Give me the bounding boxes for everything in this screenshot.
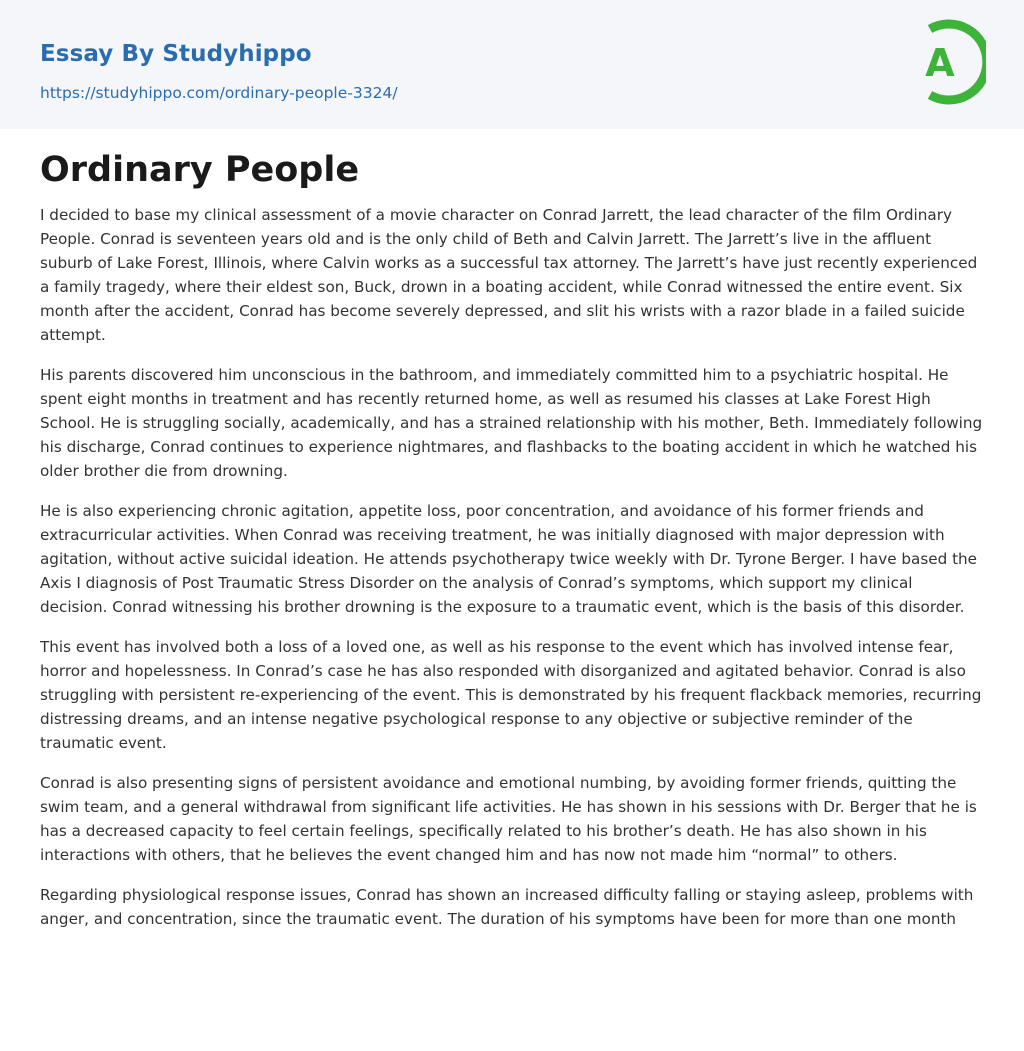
essay-paragraph: He is also experiencing chronic agitation, appetite loss, poor concentration, and avoidance of his former friends and extracurricular activities. When Conrad was receiving treatment, he was initially diagnosed with major depression with agitation, without active suicidal ideation. He attends psychotherapy twice weekly with Dr. Tyrone Berger. I have based the Axis I diagnosis of Post Traumatic Stress Disorder on the analysis of Conrad’s symptoms, which support my clinical decision. Conrad witnessing his brother drowning is the exposure to a traumatic event, which is the basis of this disorder. [40, 502, 977, 616]
essay-url-link[interactable]: https://studyhippo.com/ordinary-people-3324/ [40, 84, 398, 102]
studyhippo-logo-icon[interactable] [912, 19, 986, 105]
brand-name[interactable]: Essay By Studyhippo [40, 41, 312, 67]
site-header [0, 0, 1024, 129]
essay-paragraph: I decided to base my clinical assessment of a movie character on Conrad Jarrett, the lead character of the film Ordinary People. Conrad is seventeen years old and is the only child of Beth and Calvin Jarrett. The Jarrett’s live in the affluent suburb of Lake Forest, Illinois, where Calvin works as a successful tax attorney. The Jarrett’s have just recently experienced a family tragedy, where their eldest son, Buck, drown in a boating accident, while Conrad witnessed the entire event. Six month after the accident, Conrad has become severely depressed, and slit his wrists with a razor blade in a failed suicide attempt. [40, 206, 978, 344]
essay-paragraph: Conrad is also presenting signs of persistent avoidance and emotional numbing, by avoiding former friends, quitting the swim team, and a general withdrawal from significant life activities. He has shown in his sessions with Dr. Berger that he is has a decreased capacity to feel certain feelings, specifically related to his brother’s death. He has also shown in his interactions with others, that he believes the event changed him and has now not made him “normal” to others. [40, 774, 977, 864]
essay-paragraph: His parents discovered him unconscious in the bathroom, and immediately committed him to a psychiatric hospital. He spent eight months in treatment and has recently returned home, as well as resumed his classes at Lake Forest High School. He is struggling socially, academically, and has a strained relationship with his mother, Beth. Immediately following his discharge, Conrad continues to experience nightmares, and flashbacks to the boating accident in which he watched his older brother die from drowning. [40, 366, 983, 480]
essay-title: Ordinary People [40, 150, 360, 190]
essay-paragraph: This event has involved both a loss of a loved one, as well as his response to the event which has involved intense fear, horror and hopelessness. In Conrad’s case he has also responded with disorganized and agitated behavior. Conrad is also struggling with persistent re-experiencing of the event. This is demonstrated by his frequent flackback memories, recurring distressing dreams, and an intense negative psychological response to any objective or subjective reminder of the traumatic event. [40, 638, 982, 752]
essay-content [0, 147, 1024, 931]
essay-paragraph: Regarding physiological response issues, Conrad has shown an increased difficulty falling or staying asleep, problems with anger, and concentration, since the traumatic event. The duration of his symptoms have been for more than one month [40, 886, 974, 928]
logo-letter: A [925, 41, 955, 85]
